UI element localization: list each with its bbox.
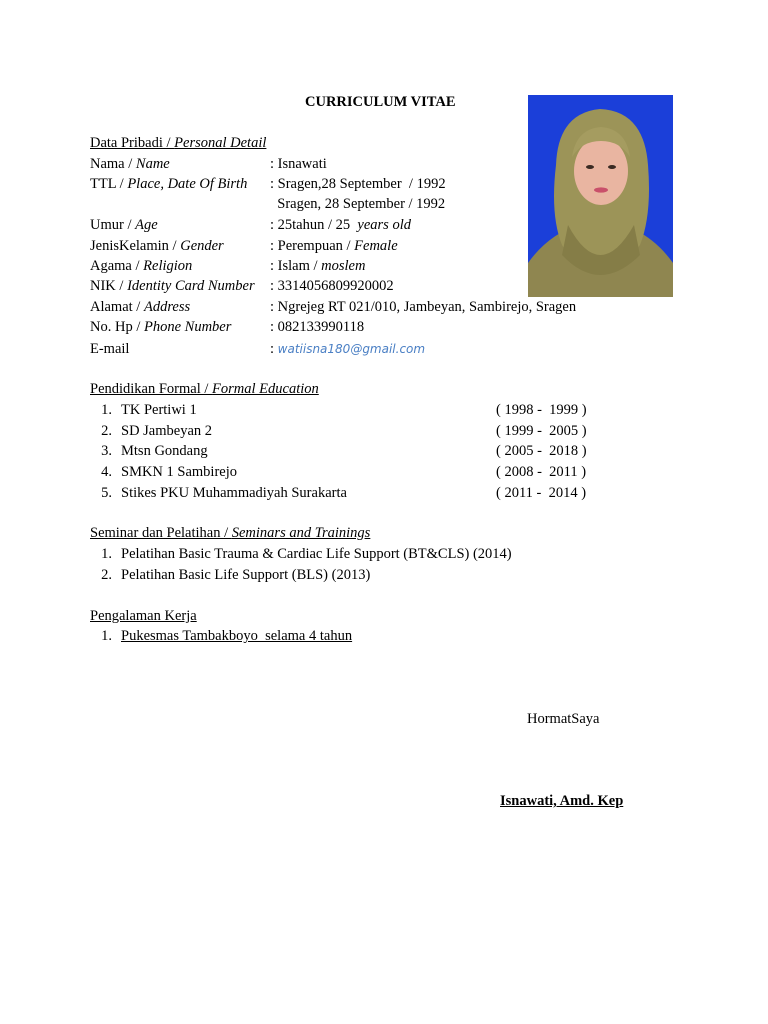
value-birth: : Sragen,28 September / 1992 (270, 176, 446, 192)
label-birth: TTL / Place, Date Of Birth (90, 176, 248, 192)
list-item: 4. SMKN 1 Sambirejo (101, 464, 237, 480)
profile-photo (528, 95, 673, 297)
label-age: Umur / Age (90, 217, 158, 233)
heading-text-en: Personal Detail (174, 135, 267, 151)
label-email: E-mail (90, 341, 130, 357)
value-age: : 25tahun / 25 years old (270, 217, 411, 233)
list-item: 2. Pelatihan Basic Life Support (BLS) (2013) (101, 567, 371, 583)
experience-heading: Pengalaman Kerja (90, 608, 197, 624)
value-address: : Ngrejeg RT 021/010, Jambeyan, Sambirejo, Sragen (270, 299, 577, 315)
label-nik: NIK / Identity Card Number (90, 278, 255, 294)
label-phone: No. Hp / Phone Number (90, 319, 232, 335)
education-years: ( 1999 - 2005 ) (496, 423, 587, 439)
personal-detail-heading (90, 134, 266, 152)
value-gender: : Perempuan / Female (270, 238, 398, 254)
label-name: Nama / Name (90, 156, 170, 172)
education-years: ( 2008 - 2011 ) (496, 464, 587, 480)
person-photo-illustration (528, 95, 673, 297)
email-link[interactable]: watiisna180@gmail.com (277, 342, 426, 356)
heading-text-id: Data Pribadi / (90, 135, 175, 151)
label-gender: JenisKelamin / Gender (90, 238, 224, 254)
signature-name: Isnawati, Amd. Kep (500, 793, 624, 809)
list-item: 1. Pelatihan Basic Trauma & Cardiac Life Support (BT&CLS) (2014) (101, 546, 512, 562)
document-title: CURRICULUM VITAE (305, 94, 456, 110)
education-years: ( 2011 - 2014 ) (496, 485, 587, 501)
list-item: 1. Pukesmas Tambakboyo selama 4 tahun (101, 628, 353, 644)
list-item: 5. Stikes PKU Muhammadiyah Surakarta (101, 485, 347, 501)
closing-text: HormatSaya (527, 711, 600, 727)
label-address: Alamat / Address (90, 299, 191, 315)
education-heading: Pendidikan Formal / Formal Education (90, 381, 319, 397)
list-item: 2. SD Jambeyan 2 (101, 423, 213, 439)
value-phone: : 082133990118 (270, 319, 365, 335)
list-item: 3. Mtsn Gondang (101, 443, 208, 459)
education-years: ( 2005 - 2018 ) (496, 443, 587, 459)
value-name: : Isnawati (270, 156, 327, 172)
label-religion: Agama / Religion (90, 258, 193, 274)
seminars-heading: Seminar dan Pelatihan / Seminars and Trainings (90, 525, 371, 541)
value-religion: : Islam / moslem (270, 258, 366, 274)
value-email: : watiisna180@gmail.com (270, 341, 426, 357)
value-birth-2: Sragen, 28 September / 1992 (270, 196, 446, 212)
education-years: ( 1998 - 1999 ) (496, 402, 587, 418)
list-item: 1. TK Pertiwi 1 (101, 402, 197, 418)
value-nik: : 3314056809920002 (270, 278, 394, 294)
